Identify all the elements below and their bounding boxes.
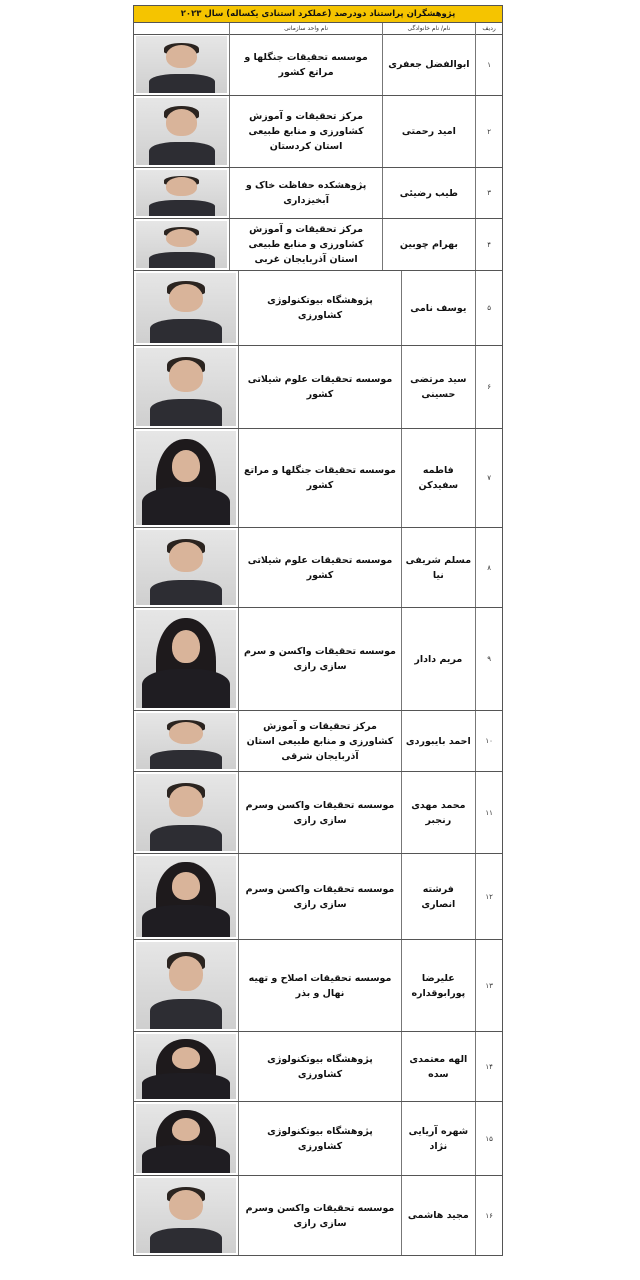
table-row — [133, 429, 503, 528]
researcher-name: سید مرتضی حسینی — [401, 346, 476, 428]
researcher-name: مجید هاشمی — [401, 1176, 476, 1255]
table-row — [133, 1102, 503, 1176]
photo-cell — [134, 854, 238, 939]
header-name: نام/ نام خانوادگی — [382, 23, 476, 34]
organization-name: مرکز تحقیقات و آموزش کشاورزی و منابع طبیعی استان آذربایجان شرقی — [238, 711, 400, 771]
researcher-photo — [136, 713, 236, 769]
row-number: ۱۲ — [475, 854, 502, 939]
row-number: ۹ — [475, 608, 502, 710]
organization-name: موسسه تحقیقات اصلاح و تهیه نهال و بذر — [238, 940, 400, 1031]
photo-cell — [134, 271, 238, 345]
table-row — [133, 528, 503, 608]
row-number: ۱۰ — [475, 711, 502, 771]
photo-cell — [134, 1032, 238, 1101]
photo-cell — [134, 1102, 238, 1175]
table-row — [133, 1176, 503, 1256]
photo-cell — [134, 528, 238, 607]
table-row — [133, 772, 503, 854]
row-number: ۱ — [475, 34, 502, 95]
researcher-name: مسلم شریفی نیا — [401, 528, 476, 607]
researcher-name: محمد مهدی رنجبر — [401, 772, 476, 853]
researcher-photo — [136, 348, 236, 426]
researcher-name: فرشته انصاری — [401, 854, 476, 939]
photo-cell — [134, 429, 238, 527]
organization-name: موسسه تحقیقات واکسن و سرم سازی رازی — [238, 608, 400, 710]
table-row — [133, 168, 503, 219]
photo-cell — [134, 772, 238, 853]
researcher-name: طیب رضیئی — [382, 168, 476, 218]
researcher-photo — [136, 942, 236, 1029]
organization-name: موسسه تحقیقات جنگلها و مراتع کشور — [238, 429, 400, 527]
organization-name: پژوهشکده حفاظت خاک و آبخیزداری — [229, 168, 381, 218]
table-row — [133, 940, 503, 1032]
header-org: نام واحد سازمانی — [229, 23, 381, 34]
row-number: ۸ — [475, 528, 502, 607]
row-number: ۱۴ — [475, 1032, 502, 1101]
researcher-photo — [136, 856, 236, 937]
table-row — [133, 219, 503, 271]
photo-cell — [134, 219, 229, 270]
table-row — [133, 34, 503, 96]
researcher-photo — [136, 1104, 236, 1173]
photo-cell — [134, 96, 229, 167]
researcher-photo — [136, 610, 236, 708]
organization-name: موسسه تحقیقات واکسن وسرم سازی رازی — [238, 1176, 400, 1255]
row-number: ۱۶ — [475, 1176, 502, 1255]
researcher-photo — [136, 170, 227, 216]
photo-cell — [134, 711, 238, 771]
photo-cell — [134, 608, 238, 710]
table-row — [133, 271, 503, 346]
researcher-name: الهه معتمدی سده — [401, 1032, 476, 1101]
researcher-name: یوسف نامی — [401, 271, 476, 345]
photo-cell — [134, 940, 238, 1031]
researcher-name: امید رحمتی — [382, 96, 476, 167]
researcher-name: فاطمه سفیدکن — [401, 429, 476, 527]
organization-name: پژوهشگاه بیوتکنولوژی کشاورزی — [238, 1032, 400, 1101]
researcher-photo — [136, 98, 227, 165]
organization-name: پژوهشگاه بیوتکنولوژی کشاورزی — [238, 1102, 400, 1175]
table-row — [133, 711, 503, 772]
row-number: ۲ — [475, 96, 502, 167]
organization-name: مرکز تحقیقات و آموزش کشاورزی و منابع طبیعی استان آذربایجان غربی — [229, 219, 381, 270]
row-number: ۷ — [475, 429, 502, 527]
table-row — [133, 96, 503, 168]
researcher-name: علیرضا پورابوقداره — [401, 940, 476, 1031]
researcher-photo — [136, 1034, 236, 1099]
table-title: پژوهشگران پراستناد دودرصد (عملکرد استنادی یکساله) سال ۲۰۲۳ — [133, 5, 503, 23]
researcher-name: مریم دادار — [401, 608, 476, 710]
table-row — [133, 346, 503, 429]
researcher-photo — [136, 530, 236, 605]
row-number: ۱۱ — [475, 772, 502, 853]
header-photo — [134, 23, 229, 34]
researcher-photo — [136, 221, 227, 268]
organization-name: موسسه تحقیقات واکسن وسرم سازی رازی — [238, 854, 400, 939]
photo-cell — [134, 34, 229, 95]
organization-name: پژوهشگاه بیوتکنولوژی کشاورزی — [238, 271, 400, 345]
researcher-name: احمد بایبوردی — [401, 711, 476, 771]
row-number: ۵ — [475, 271, 502, 345]
organization-name: موسسه تحقیقات واکسن وسرم سازی رازی — [238, 772, 400, 853]
researcher-name: ابوالفضل جعفری — [382, 34, 476, 95]
organization-name: مرکز تحقیقات و آموزش کشاورزی و منابع طبیعی استان کردستان — [229, 96, 381, 167]
row-number: ۶ — [475, 346, 502, 428]
researcher-photo — [136, 774, 236, 851]
table-row — [133, 1032, 503, 1102]
researcher-name: شهره آریایی نژاد — [401, 1102, 476, 1175]
researcher-photo — [136, 273, 236, 343]
researcher-photo — [136, 431, 236, 525]
row-number: ۳ — [475, 168, 502, 218]
header-row-number: ردیف — [475, 23, 502, 34]
photo-cell — [134, 1176, 238, 1255]
researcher-photo — [136, 1178, 236, 1253]
organization-name: موسسه تحقیقات جنگلها و مراتع کشور — [229, 34, 381, 95]
researcher-photo — [136, 36, 227, 93]
photo-cell — [134, 346, 238, 428]
row-number: ۱۵ — [475, 1102, 502, 1175]
table-row — [133, 608, 503, 711]
photo-cell — [134, 168, 229, 218]
table-row — [133, 854, 503, 940]
organization-name: موسسه تحقیقات علوم شیلاتی کشور — [238, 346, 400, 428]
organization-name: موسسه تحقیقات علوم شیلاتی کشور — [238, 528, 400, 607]
row-number: ۴ — [475, 219, 502, 270]
researchers-table — [133, 5, 503, 35]
researcher-name: بهرام چوبین — [382, 219, 476, 270]
row-number: ۱۳ — [475, 940, 502, 1031]
